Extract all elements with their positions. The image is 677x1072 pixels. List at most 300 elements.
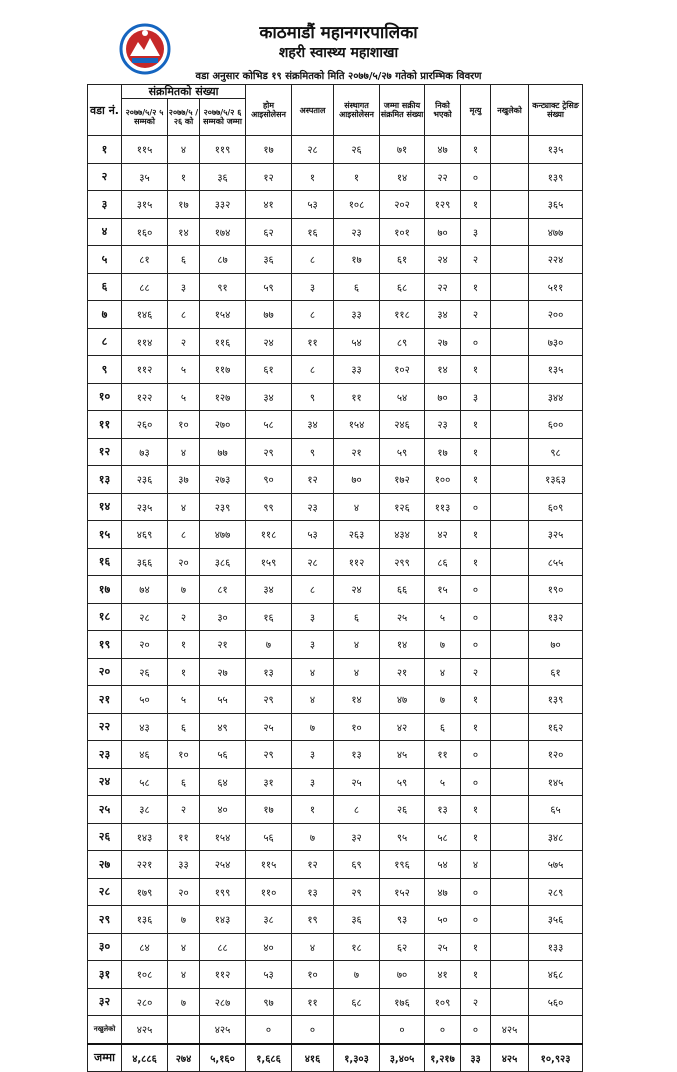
table-row [88,466,583,494]
cell-institutional-isolation: ३३ [334,356,380,384]
cell-deaths: ० [461,576,491,604]
cell-home-isolation: २९ [246,741,292,769]
cell-infected-on-26: ७ [168,988,200,1016]
cell-unknown [491,961,529,989]
cell-active-total: ६६ [380,576,425,604]
cell-recovered: १५ [425,576,461,604]
cell-hospital: १२ [292,851,334,879]
cell-home-isolation: ५९ [246,273,292,301]
cell-contact-tracing: ३४८ [529,823,583,851]
cell-home-isolation: १७ [246,136,292,164]
cell-institutional-isolation: १०८ [334,191,380,219]
cell-recovered: ११३ [425,493,461,521]
cell-institutional-isolation: ४ [334,493,380,521]
cell-home-isolation: १२ [246,163,292,191]
cell-deaths: ० [461,493,491,521]
cell-unknown [491,246,529,274]
cell-infected-until-25: ३६६ [122,548,168,576]
cell-institutional-isolation: १४ [334,686,380,714]
table-row [88,1016,583,1044]
cell-home-isolation: ७७ [246,301,292,329]
cell-infected-total: ४२५ [200,1016,246,1044]
cell-infected-until-25: ४६९ [122,521,168,549]
cell-recovered: १२९ [425,191,461,219]
cell-hospital: ८ [292,301,334,329]
cell-institutional-isolation [334,1016,380,1044]
cell-contact-tracing: २२४ [529,246,583,274]
cell-infected-on-26: ७ [168,576,200,604]
cell-home-isolation: ३६ [246,246,292,274]
cell-hospital: २८ [292,136,334,164]
cell-deaths: २ [461,246,491,274]
header-hospital: अस्पताल [292,85,334,136]
header-contact-tracing: कन्ट्याक्ट ट्रेसिङ संख्या [529,85,583,136]
cell-infected-total: ११९ [200,136,246,164]
cell-contact-tracing: ५७५ [529,851,583,879]
cell-infected-total: २७३ [200,466,246,494]
cell-active-total: २१ [380,658,425,686]
cell-infected-on-26: ६ [168,246,200,274]
cell-contact-tracing: ४६८ [529,961,583,989]
table-row [88,521,583,549]
cell-ward-number: ३० [88,933,122,961]
cell-institutional-isolation: ३६ [334,906,380,934]
cell-unknown [491,851,529,879]
cell-recovered: ५४ [425,851,461,879]
cell-institutional-isolation: २६ [334,136,380,164]
cell-infected-until-25: ८८ [122,273,168,301]
cell-active-total: ७१ [380,136,425,164]
cell-infected-total: ११६ [200,328,246,356]
cell-deaths: ० [461,878,491,906]
cell-active-total: ७० [380,961,425,989]
cell-institutional-isolation: ११२ [334,548,380,576]
cell-active-total: १५२ [380,878,425,906]
table-body [88,136,583,1072]
header-infected-group: संक्रमितको संख्या [122,85,246,99]
cell-hospital: ५३ [292,191,334,219]
cell-ward-number: २६ [88,823,122,851]
table-row [88,933,583,961]
cell-infected-until-25: ८४ [122,933,168,961]
cell-contact-tracing: ८५५ [529,548,583,576]
cell-contact-tracing: १३२ [529,603,583,631]
cell-ward-number: ३१ [88,961,122,989]
cell-active-total: ९५ [380,823,425,851]
cell-hospital: २८ [292,548,334,576]
cell-ward-number: २४ [88,768,122,796]
cell-active-total: ९३ [380,906,425,934]
cell-institutional-isolation: ६ [334,273,380,301]
cell-institutional-isolation: २९ [334,878,380,906]
table-row [88,741,583,769]
cell-infected-on-26: ११ [168,823,200,851]
total-institutional-isolation: १,३०३ [334,1044,380,1072]
table-row [88,218,583,246]
cell-home-isolation: २९ [246,438,292,466]
cell-unknown [491,631,529,659]
cell-infected-on-26: २ [168,328,200,356]
cell-home-isolation: ६२ [246,218,292,246]
cell-recovered: १३ [425,796,461,824]
cell-unknown [491,796,529,824]
table-row [88,878,583,906]
cell-infected-on-26: ७ [168,906,200,934]
cell-infected-total: ८१ [200,576,246,604]
cell-active-total: २४६ [380,411,425,439]
cell-ward-number: २० [88,658,122,686]
cell-recovered: ४ [425,658,461,686]
cell-deaths: १ [461,933,491,961]
cell-deaths: १ [461,466,491,494]
cell-hospital: ३ [292,631,334,659]
cell-contact-tracing: १२० [529,741,583,769]
cell-recovered: १७ [425,438,461,466]
cell-hospital: ४ [292,686,334,714]
cell-institutional-isolation: ७ [334,961,380,989]
cell-deaths: ० [461,741,491,769]
cell-active-total: २९९ [380,548,425,576]
cell-unknown: ४२५ [491,1016,529,1044]
cell-home-isolation: ९९ [246,493,292,521]
header-recovered: निको भएको [425,85,461,136]
cell-infected-total: ३३२ [200,191,246,219]
cell-deaths: १ [461,438,491,466]
cell-infected-until-25: ११४ [122,328,168,356]
cell-infected-on-26: ५ [168,383,200,411]
cell-unknown [491,466,529,494]
cell-hospital: ४ [292,658,334,686]
cell-deaths: ० [461,906,491,934]
cell-deaths: ४ [461,851,491,879]
header-infected-until-25: २०७७/५/२ ५ सम्मको [122,99,168,136]
cell-infected-on-26: २ [168,796,200,824]
cell-infected-until-25: २८० [122,988,168,1016]
cell-institutional-isolation: ११ [334,383,380,411]
cell-active-total: ५४ [380,383,425,411]
cell-infected-on-26: ४ [168,933,200,961]
cell-infected-total: १५४ [200,301,246,329]
cell-deaths: २ [461,658,491,686]
cell-hospital: ३ [292,768,334,796]
cell-infected-until-25: ४६ [122,741,168,769]
cell-active-total: ४३४ [380,521,425,549]
cell-institutional-isolation: १५४ [334,411,380,439]
cell-institutional-isolation: ४ [334,631,380,659]
cell-unknown [491,273,529,301]
cell-home-isolation: ११८ [246,521,292,549]
cell-deaths: १ [461,796,491,824]
cell-recovered: ४७ [425,136,461,164]
cell-contact-tracing: १३६३ [529,466,583,494]
cell-institutional-isolation: २६३ [334,521,380,549]
cell-home-isolation: १५९ [246,548,292,576]
cell-infected-total: १५४ [200,823,246,851]
cell-institutional-isolation: ६९ [334,851,380,879]
cell-recovered: ११ [425,741,461,769]
cell-infected-total: ५६ [200,741,246,769]
cell-contact-tracing: ६०९ [529,493,583,521]
cell-infected-on-26: १० [168,411,200,439]
cell-home-isolation: ३४ [246,383,292,411]
cell-ward-number: ४ [88,218,122,246]
cell-unknown [491,741,529,769]
cell-recovered: २७ [425,328,461,356]
cell-institutional-isolation: ८ [334,796,380,824]
cell-infected-total: २५४ [200,851,246,879]
cell-institutional-isolation: ५४ [334,328,380,356]
table-row [88,823,583,851]
cell-hospital: ११ [292,988,334,1016]
cell-infected-on-26: २० [168,548,200,576]
cell-unknown [491,548,529,576]
cell-deaths: ० [461,328,491,356]
cell-ward-number: ९ [88,356,122,384]
table-row [88,328,583,356]
cell-hospital: ३ [292,603,334,631]
total-infected-until-25: ४,८८६ [122,1044,168,1072]
cell-hospital: २३ [292,493,334,521]
cell-institutional-isolation: १७ [334,246,380,274]
cell-home-isolation: १६ [246,603,292,631]
cell-contact-tracing: १३५ [529,136,583,164]
cell-active-total: ११८ [380,301,425,329]
cell-home-isolation: ९० [246,466,292,494]
table-row [88,576,583,604]
cell-infected-on-26: ३ [168,273,200,301]
cell-hospital: ७ [292,823,334,851]
cell-infected-on-26: २ [168,603,200,631]
cell-hospital: ८ [292,246,334,274]
cell-contact-tracing: ३२५ [529,521,583,549]
cell-institutional-isolation: २५ [334,768,380,796]
table-row [88,906,583,934]
cell-hospital: १० [292,961,334,989]
cell-contact-tracing: ६१ [529,658,583,686]
cell-ward-number: १८ [88,603,122,631]
cell-hospital: ८ [292,576,334,604]
cell-unknown [491,878,529,906]
cell-deaths: ३ [461,383,491,411]
cell-recovered: १४ [425,356,461,384]
header-home-isolation: होम आइसोलेसन [246,85,292,136]
cell-infected-on-26: ४ [168,438,200,466]
total-row [88,1044,583,1072]
cell-institutional-isolation: ४ [334,658,380,686]
cell-active-total: २६ [380,796,425,824]
cell-ward-number: २८ [88,878,122,906]
cell-hospital: ५३ [292,521,334,549]
cell-unknown [491,493,529,521]
cell-infected-on-26: २० [168,878,200,906]
cell-infected-total: ४९ [200,713,246,741]
header-infected-total-26: २०७७/५/२ ६ सम्मको जम्मा [200,99,246,136]
header-ward: वडा नं. [88,85,122,136]
cell-recovered: ७० [425,218,461,246]
cell-infected-total: २७ [200,658,246,686]
cell-home-isolation: ४१ [246,191,292,219]
cell-infected-total: २८७ [200,988,246,1016]
cell-unknown [491,603,529,631]
cell-hospital: ० [292,1016,334,1044]
cell-unknown [491,163,529,191]
cell-infected-until-25: १७९ [122,878,168,906]
cell-active-total: १०१ [380,218,425,246]
cell-infected-until-25: ५० [122,686,168,714]
cell-contact-tracing: १९० [529,576,583,604]
cell-active-total: ० [380,1016,425,1044]
cell-home-isolation: ३८ [246,906,292,934]
cell-infected-until-25: २० [122,631,168,659]
cell-infected-on-26: ५ [168,686,200,714]
table-row [88,658,583,686]
cell-active-total: ५९ [380,768,425,796]
cell-infected-total: ३६ [200,163,246,191]
cell-infected-until-25: १४६ [122,301,168,329]
total-active-total: ३,४०५ [380,1044,425,1072]
report-header [0,0,677,88]
page-title: काठमाडौं महानगरपालिका [259,23,418,43]
cell-deaths: १ [461,273,491,301]
cell-institutional-isolation: ६ [334,603,380,631]
cell-ward-number: २७ [88,851,122,879]
cell-recovered: ६ [425,713,461,741]
cell-unknown [491,686,529,714]
cell-deaths: १ [461,686,491,714]
table-row [88,136,583,164]
cell-contact-tracing: ३४४ [529,383,583,411]
cell-hospital: १६ [292,218,334,246]
cell-infected-on-26: १ [168,658,200,686]
cell-active-total: १४ [380,631,425,659]
cell-institutional-isolation: ६८ [334,988,380,1016]
table-row [88,411,583,439]
cell-ward-number: १२ [88,438,122,466]
cell-ward-number: ५ [88,246,122,274]
cell-recovered: २२ [425,273,461,301]
cell-recovered: ७ [425,631,461,659]
cell-home-isolation: ३१ [246,768,292,796]
total-deaths: ३३ [461,1044,491,1072]
table-row [88,988,583,1016]
cell-institutional-isolation: ३२ [334,823,380,851]
cell-recovered: ४१ [425,961,461,989]
header-unknown: नखुलेको [491,85,529,136]
cell-hospital: १ [292,796,334,824]
cell-hospital: १ [292,163,334,191]
table-row [88,246,583,274]
cell-home-isolation: ९७ [246,988,292,1016]
table-row [88,273,583,301]
cell-ward-number: नखुलेको [88,1016,122,1044]
cell-recovered: ७ [425,686,461,714]
cell-institutional-isolation: १८ [334,933,380,961]
total-ward-number: जम्मा [88,1044,122,1072]
cell-ward-number: १६ [88,548,122,576]
cell-active-total: १४ [380,163,425,191]
cell-ward-number: २२ [88,713,122,741]
cell-contact-tracing: ७३० [529,328,583,356]
cell-infected-total: ६४ [200,768,246,796]
cell-active-total: ६२ [380,933,425,961]
table-row [88,961,583,989]
total-infected-on-26: २७४ [168,1044,200,1072]
cell-deaths: ० [461,603,491,631]
cell-infected-until-25: ४२५ [122,1016,168,1044]
cell-infected-total: ८८ [200,933,246,961]
cell-infected-on-26: १७ [168,191,200,219]
cell-infected-until-25: २६ [122,658,168,686]
cell-institutional-isolation: १ [334,163,380,191]
cell-contact-tracing: ७० [529,631,583,659]
cell-infected-total: २१ [200,631,246,659]
cell-infected-total: ३० [200,603,246,631]
cell-deaths: १ [461,713,491,741]
cell-infected-total: ४० [200,796,246,824]
cell-unknown [491,933,529,961]
cell-ward-number: ११ [88,411,122,439]
cell-institutional-isolation: ३३ [334,301,380,329]
cell-infected-on-26: १ [168,163,200,191]
cell-recovered: १०० [425,466,461,494]
cell-home-isolation: ० [246,1016,292,1044]
cell-infected-on-26: ४ [168,961,200,989]
cell-home-isolation: २४ [246,328,292,356]
cell-ward-number: १५ [88,521,122,549]
table-row [88,163,583,191]
cell-active-total: १९६ [380,851,425,879]
cell-unknown [491,988,529,1016]
cell-infected-until-25: ३१५ [122,191,168,219]
cell-home-isolation: ७ [246,631,292,659]
cell-infected-total: ११२ [200,961,246,989]
cell-recovered: ४२ [425,521,461,549]
header-infected-on-26: २०७७/५ /२६ को [168,99,200,136]
cell-recovered: ७० [425,383,461,411]
cell-ward-number: १३ [88,466,122,494]
cell-deaths: १ [461,356,491,384]
cell-recovered: २४ [425,246,461,274]
cell-hospital: १२ [292,466,334,494]
table-row [88,713,583,741]
cell-infected-total: ३८६ [200,548,246,576]
cell-contact-tracing: ५६० [529,988,583,1016]
cell-ward-number: २१ [88,686,122,714]
cell-hospital: ९ [292,383,334,411]
cell-infected-total: १९९ [200,878,246,906]
cell-infected-until-25: १२२ [122,383,168,411]
cell-recovered: २३ [425,411,461,439]
cell-unknown [491,356,529,384]
cell-infected-until-25: २८ [122,603,168,631]
cell-infected-total: ७७ [200,438,246,466]
total-hospital: ४१६ [292,1044,334,1072]
cell-deaths: ३ [461,218,491,246]
cell-hospital: ११ [292,328,334,356]
cell-hospital: ३ [292,741,334,769]
cell-institutional-isolation: १० [334,713,380,741]
cell-infected-until-25: ११५ [122,136,168,164]
cell-hospital: ४ [292,933,334,961]
cell-home-isolation: ५६ [246,823,292,851]
cell-deaths: १ [461,521,491,549]
cell-ward-number: २५ [88,796,122,824]
cell-deaths: १ [461,961,491,989]
cell-active-total: १७२ [380,466,425,494]
cell-contact-tracing: ९८ [529,438,583,466]
cell-home-isolation: १७ [246,796,292,824]
cell-institutional-isolation: ७० [334,466,380,494]
